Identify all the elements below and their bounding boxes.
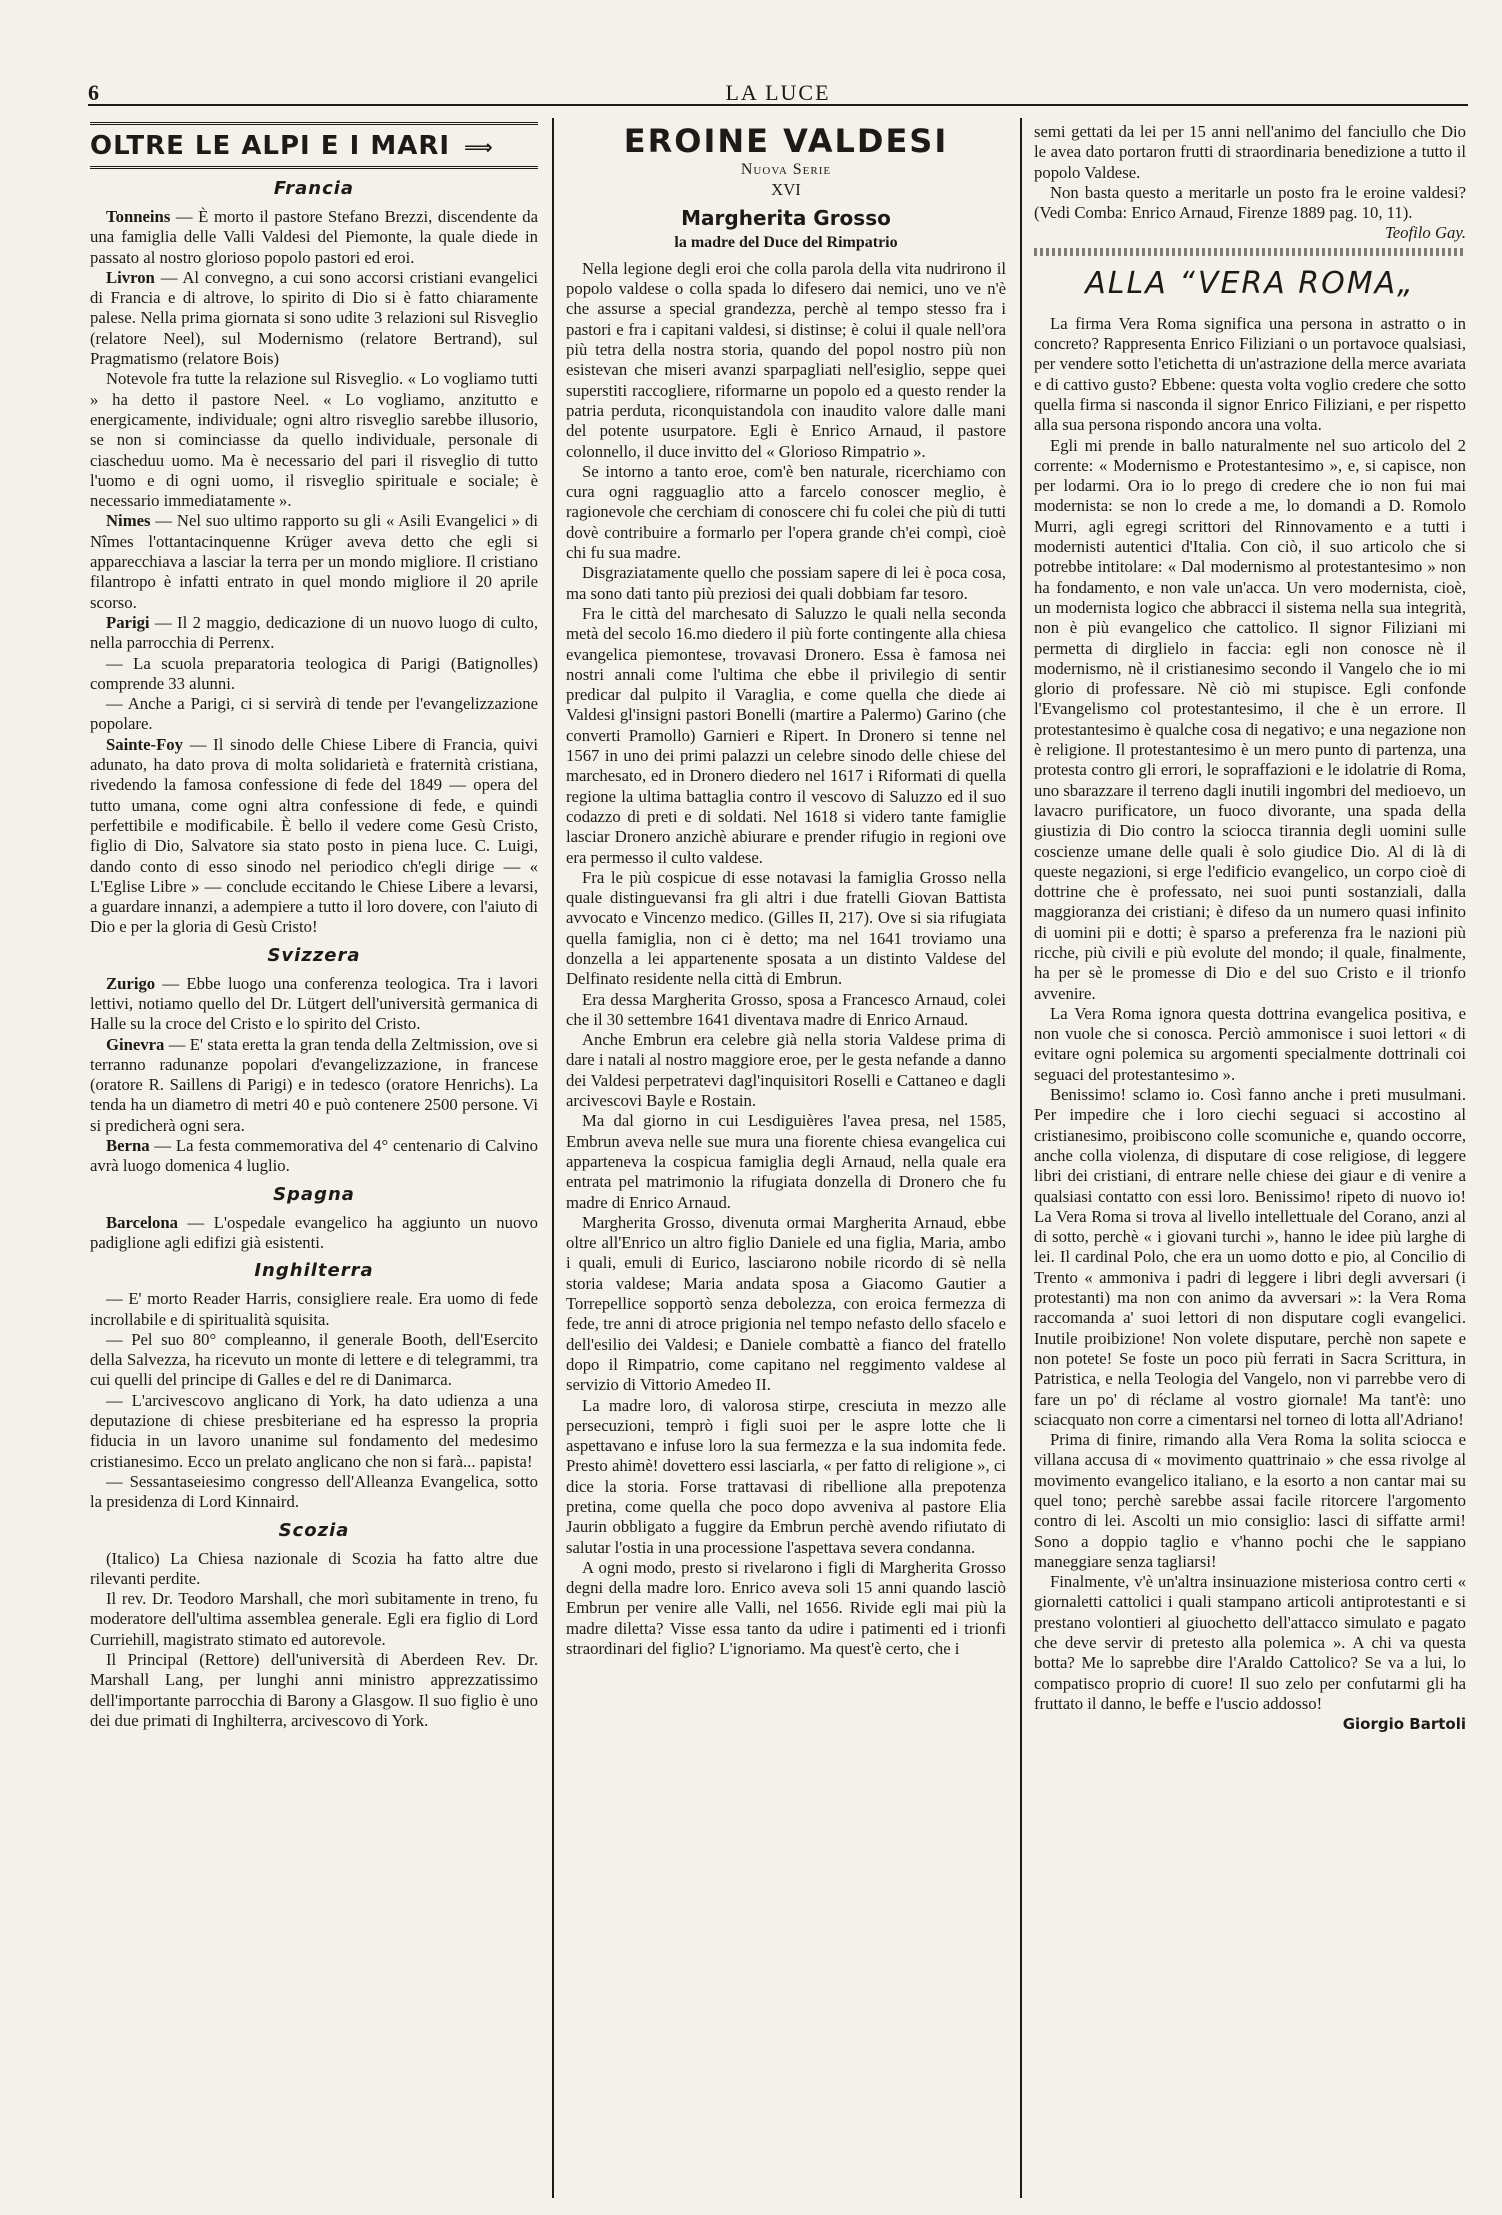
column-divider-1 <box>552 118 554 2198</box>
article-paragraph: A ogni modo, presto si rivelarono i figli di Margherita Grosso degni della madre loro. Enrico aveva soli 15 anni quando lasciò Embrun per venire alle Valli, nel 1656. Rivide egli mai più la madre diletta? Visse essa tanto da udire i patimenti ed i trionfi straordinari del figlio? L'ignoriamo. Ma quest'è certo, che i <box>566 1557 1006 1659</box>
place-name: Sainte-Foy <box>106 734 183 754</box>
column-vera-roma <box>1034 122 1466 2192</box>
article-paragraph: Fra le città del marchesato di Saluzzo le quali nella seconda metà del secolo 16.mo diedero il più forte contingente alla chiesa evangelica piemontese, trovavasi Dronero. Essa è famosa nei nostri annali come l'ultima che ebbe il privilegio di sentir predicar dal pulpito il Varaglia, e come quella che diede ai Valdesi gl'insigni pastori Bonelli (martire a Palermo) Garino (che converti Pramollo) Garnieri e Ripert. In Dronero si tenne nel 1567 in uno dei primi palazzi un celebre sinodo delle chiese del marchesato, ed in Dronero diedero nel 1617 i Riformati di quella regione la ultima battaglia contro il vescovo di Saluzzo ed il suo codazzo di preti e di soldati. Nel 1618 si videro tante famiglie lasciar Dronero anzichè abiurare e prender rifugio in regioni ove era permesso il culto valdese. <box>566 603 1006 867</box>
news-item <box>90 735 538 938</box>
article-paragraph: Se intorno a tanto eroe, com'è ben naturale, ricerchiamo con cura ogni ragguaglio atto a farcelo conoscer meglio, è ragionevole che cerchiam di conoscere chi fu colei che più di tutti dovè contribuire a formarlo per l'opera grande ch'ei compì, cioè chi fu sua madre. <box>566 461 1006 563</box>
column-oltre-le-alpi <box>90 122 538 2192</box>
article-paragraph: Egli mi prende in ballo naturalmente nel suo articolo del 2 corrente: « Modernismo e Protestantesimo », e, si capisce, non per lodarmi. Ora io lo prego di credere che io non fui mai modernista: se non lo crede a me, lo domandi a D. Romolo Murri, agli egregi scrittori del Rinnovamento e a tutti i modernisti autentici d'Italia. Con ciò, il suo articolo che si potrebbe intitolare: « Dal modernismo al protestantesimo » non ha fondamento, e non vale un'acca. Un vero modernista, cioè, un modernista logico che abbracci il sistema nella sua integrità, non è più evangelico che cattolico. Il signor Filiziani mi permetta di dirglielo in faccia: egli non conosce nè il modernismo, nè il cristianesimo secondo il Vangelo che io mi glorio di professare. Nè ciò mi stupisce. Egli confonde l'Evangelismo col protestantesimo, il che è un errore. Il protestantesimo è qualche cosa di negativo; e una negazione non è religione. Il protestantesimo è un mero punto di partenza, una protesta contro gli errori, le sopraffazioni e le idolatrie di Roma, uno sbarazzare il terreno dagli inutili ingombri del medioevo, un lavacro purificatore, un fuoco divorante, una spada della giustizia di Dio contro la sciocca tirannia degli uomini sulle coscienze umane delle quali è solo giudice Dio. Al di là di queste negazioni, si erge l'edificio evangelico, un corpo cioè di dottrine che è professato, nei suoi punti sostanziali, dalla maggioranza dei cristiani; è difeso da un numero quasi infinito di uomini pii e dotti; è sparso a preferenza fra le nazioni più ricche, più civili e più evolute del mondo; il quale, finalmente, ha per sè le promesse di Dio e del suo Cristo e il trionfo avvenire. <box>1034 435 1466 1003</box>
place-name: Livron <box>106 267 155 287</box>
news-text: — Anche a Parigi, ci si servirà di tende per l'evangelizzazione popolare. <box>90 694 538 734</box>
header-rule <box>88 104 1468 106</box>
section-title-text: OLTRE LE ALPI E I MARI <box>90 131 451 161</box>
news-text: — Il sinodo delle Chiese Libere di Francia, quivi adunato, ha dato prova di molta solidarietà e fraternità cristiana, rivedendo la famosa confessione di fede del 1849 — opera del tutto umana, come ogni altra confessione di fede, e quindi perfettibile e modificabile. È bello il vedere come Gesù Cristo, figlio di Dio, Salvatore sia stato posto in piena luce. C. Luigi, dando conto di esso sinodo nel periodico ch'egli dirige — « L'Eglise Libre » — conclude eccitando le Chiese Libere a levarsi, a guardare innanzi, a adempiere a tutto il loro dovere, con l'aiuto di Dio e per la gloria di Gesù Cristo! <box>90 734 538 937</box>
article-subtitle: la madre del Duce del Rimpatrio <box>674 233 898 251</box>
article-paragraph: La Vera Roma ignora questa dottrina evangelica positiva, e non vuole che si conosca. Perciò ammonisce i suoi lettori « di evitare ogni polemica su argomenti specialmente dottrinali coi seguaci del protestantesimo ». <box>1034 1003 1466 1084</box>
heading-spagna: Spagna <box>273 1183 355 1205</box>
news-item <box>90 613 538 654</box>
article-paragraph: La madre loro, di valorosa stirpe, cresciuta in mezzo alle persecuzioni, temprò i figli suoi per le aspre lotte che li aspettavano e infuse loro la sua fermezza e la sua indomita fede. Presto ahimè! dovettero essi lasciarla, « per fatto di religione », ci dice la storia. Forse trattavasi di ribellione alla prepotenza pretina, come quella che poco dopo avveniva al pastore Elia Jaurin obbligato a fuggire da Embrun perchè avendo rifiutato di salutar l'ostia in una processione l'aspettava severa condanna. <box>566 1395 1006 1557</box>
place-name: Ginevra <box>106 1034 165 1054</box>
place-name: Zurigo <box>106 973 156 993</box>
article-subject-name: Margherita Grosso <box>681 205 891 230</box>
news-item <box>90 1213 538 1254</box>
article-paragraph: La firma Vera Roma significa una persona in astratto o in concreto? Rappresenta Enrico Filiziani o un portavoce qualsiasi, per vendere sotto l'etichetta di un'astrazione della merce avariata e di cattivo gusto? Ebbene: questa volta voglio credere che sotto quella firma si nasconda il signor Enrico Filiziani, e per rispetto alla sua persona rispondo ancora una volta. <box>1034 313 1466 435</box>
newspaper-title: LA LUCE <box>725 80 831 105</box>
heading-inghilterra: Inghilterra <box>254 1260 374 1282</box>
news-text: — E' stata eretta la gran tenda della Zeltmission, ove si terranno radunanze popolari d'evangelizzazione, in francese (oratore R. Saillens di Parigi) e in tedesco (oratore Henrichs). La tenda ha un diametro di metri 40 e può contenere 2500 persone. Vi si predicherà ogni sera. <box>90 1034 538 1135</box>
pointing-hand-icon: ⟹ <box>464 135 494 159</box>
series-number: XVI <box>771 180 801 200</box>
article-paragraph: Margherita Grosso, divenuta ormai Margherita Arnaud, ebbe oltre all'Enrico un altro figlio Daniele ed una figlia, Maria, ambo i quali, emuli di Eurico, lasciarono nobile ricordo di sè nella storia valdese; Maria andata sposa a Giacomo Gautier a Torrepellice sopportò senza debolezza, con eroica fermezza di fede, tre anni di atroce prigionia nel tempo nefasto dello sfacelo e dell'esilio dei Valdesi; e Daniele combattè a fianco del fratello dopo il Rimpatrio, come capitano nel reggimento valdese al servizio di Vittorio Amedeo II. <box>566 1212 1006 1395</box>
news-item <box>90 1136 538 1177</box>
news-text: — La festa commemorativa del 4° centenario di Calvino avrà luogo domenica 4 luglio. <box>90 1136 538 1176</box>
article-paragraph: Finalmente, v'è un'altra insinuazione misteriosa contro certi « giornaletti cattolici i quali stampano articoli antiprotestanti e si prestano volontieri al giuochetto dell'attacco simulato e pagato che deve servir di pretesto alla polemica ». A chi va questa botta? Me lo saprebbe dire l'Araldo Cattolico? Se va a lui, lo compatisco proprio di cuore! Il suo zelo per confutarmi gli ha fruttato il danno, le beffe e l'uscio addosso! <box>1034 1572 1466 1713</box>
article-title-vera-roma: ALLA “VERA ROMA„ <box>1085 265 1415 301</box>
page-number: 6 <box>88 80 99 105</box>
article-continuation: Non basta questo a meritarle un posto fra le eroine valdesi? (Vedi Comba: Enrico Arnaud, Firenze 1889 pag. 10, 11). <box>1034 182 1466 223</box>
news-text: — Ebbe luogo una conferenza teologica. Tra i lavori lettivi, notiamo quello del Dr. Lütgert dell'università germanica di Halle su la croce del Cristo e lo spirito del Cristo. <box>90 973 538 1034</box>
article-paragraph: Prima di finire, rimando alla Vera Roma la solita sciocca e villana accusa di « movimento quattrinaio » che essa rivolge al movimento evangelico italiano, e la esorto a non cantar mai su quel tono; perchè sarebbe assai facile ritorcere l'argomento contro di lei. Ascolti un mio consiglio: lasci di siffatte armi! Sono a doppio taglio e v'hanno pochi che le sappiano maneggiare senza tagliarsi! <box>1034 1430 1466 1571</box>
article-paragraph: Anche Embrun era celebre già nella storia Valdese prima di dare i natali al nostro maggiore eroe, per le gesta nefande a danno dei Valdesi perpetratevi dagl'inquisitori Roselli e Cattaneo e dagli arcivescovi Bayle e Rostain. <box>566 1030 1006 1111</box>
article-paragraph: Nella legione degli eroi che colla parola della vita nudrirono il popolo valdese o colla spada lo difesero dai nemici, uno ve n'è che assurse a special grandezza, perchè al tempo stesso fra i pastori e fra i capitani valdesi, si distinse; è colui il quale nell'ora più tetra della nostra storia, quando del popol nostro più non esistevan che miseri avanzi sparpagliati nell'esiglio, seppe quei superstiti raccogliere, riformarne un popolo ed a questo render la patria perduta, riconquistandola con inaudito valore dalle mani del potente usurpatore. Egli è Enrico Arnaud, il pastore colonnello, il duce invitto del « Glorioso Rimpatrio ». <box>566 258 1006 461</box>
news-text: — Pel suo 80° compleanno, il generale Booth, dell'Esercito della Salvezza, ha ricevuto un monte di lettere e di telegrammi, tra cui quelli del principe di Galles e del re di Danimarca. <box>90 1329 538 1390</box>
news-item <box>90 511 538 612</box>
article-paragraph: Disgraziatamente quello che possiam sapere di lei è poca cosa, ma sono dati tanto più preziosi dei quali dobbiam far tesoro. <box>566 563 1006 603</box>
news-text: — Il 2 maggio, dedicazione di un nuovo luogo di culto, nella parrocchia di Perrenx. <box>90 612 538 653</box>
heading-francia: Francia <box>273 178 355 199</box>
news-item <box>90 207 538 268</box>
article-paragraph: Era dessa Margherita Grosso, sposa a Francesco Arnaud, colei che il 30 settembre 1641 diventava madre di Enrico Arnaud. <box>566 989 1006 1029</box>
wavy-divider <box>1034 248 1466 256</box>
column-divider-2 <box>1020 118 1022 2198</box>
article-title: EROINE VALDESI <box>623 122 949 160</box>
section-title-oltre <box>90 122 538 169</box>
news-text: (Italico) La Chiesa nazionale di Scozia ha fatto altre due rilevanti perdite. <box>90 1548 538 1588</box>
column-eroine-valdesi <box>566 122 1006 2192</box>
news-text: — Nel suo ultimo rapporto su gli « Asili Evangelici » di Nîmes l'ottantacinquenne Krüger aveva detto che egli si apparecchiava a lasciar la terra per un mondo migliore. Il cristiano filantropo è infatti entrato in quel mondo migliore il 20 aprile scorso. <box>90 511 538 612</box>
news-text: Notevole fra tutte la relazione sul Risveglio. « Lo vogliamo tutti » ha detto il pastore Neel. « Lo vogliamo, anzitutto e energicamente, individuale; ogni altro risveglio sarebbe illusorio, se non si cominciasse da quello individuale, personale di ciascheduu uomo. Ma è necessario del pari il risveglio di tutto l'uomo e di ogni uomo, il risveglio spirituale e sociale; è necessario immediatamente ». <box>90 369 538 511</box>
signature-giorgio-bartoli: Giorgio Bartoli <box>1342 1715 1466 1734</box>
article-paragraph: Benissimo! sclamo io. Così fanno anche i preti musulmani. Per impedire che i loro ciechi seguaci si accostino al cristianesimo, proibiscono colle scomuniche e, quando occorre, anche colla violenza, di disputare di cose religiose, di leggere libri dei cristiani, di entrare nelle chiese dei giaur e di venire a qualsiasi contatto con essi loro. Benissimo! ripeto di nuovo io! La Vera Roma si trova al livello intellettuale del Corano, anzi al di sotto, perchè « i giovani turchi », hanno le idee più larghe di lei. Il cardinal Polo, che era un uomo dotto e pio, al Concilio di Trento « ammoniva i padri di leggere i libri degli avversari (i protestanti) ma non con animo da avversari »: la Vera Roma raccomanda a' suoi lettori di non disputare cogli evangelici. Inutile proibizione! Non volete disputare, perchè non sapete e non potete! Se foste un poco più ferrati in Sacra Scrittura, in Patristica, e nella Teologia del Vangelo, non vi parrebbe vero di fare un po' di réclame al vostro giornale! Ma tant'è: uno sciacquato non corre a cimentarsi nel torneo di lotta all'Adriano! <box>1034 1085 1466 1429</box>
page-header <box>88 78 1468 106</box>
place-name: Tonneins <box>106 207 171 226</box>
article-paragraph: Ma dal giorno in cui Lesdiguières l'avea presa, nel 1585, Embrun aveva nelle sue mura una fiorente chiesa evangelica cui apparteneva la cospicua famiglia degli Arnaud, nella quale era entrata pel matrimonio la rifugiata donzella di Dronero che fu madre di Enrico Arnaud. <box>566 1111 1006 1212</box>
news-text: — La scuola preparatoria teologica di Parigi (Batignolles) comprende 33 alunni. <box>90 653 538 693</box>
news-text: — L'ospedale evangelico ha aggiunto un nuovo padiglione agli edifizi già esistenti. <box>90 1212 538 1252</box>
news-text: Il Principal (Rettore) dell'università di Aberdeen Rev. Dr. Marshall Lang, per lunghi anni ministro apprezzatissimo dell'importante parrocchia di Barony a Glasgow. Il suo figlio è uno dei due primati di Inghilterra, arcivescovo di York. <box>90 1650 538 1730</box>
heading-scozia: Scozia <box>278 1519 350 1541</box>
news-item <box>90 268 538 369</box>
news-item <box>90 1035 538 1136</box>
place-name: Berna <box>106 1136 150 1156</box>
place-name: Barcelona <box>106 1212 178 1232</box>
news-text: — Al convegno, a cui sono accorsi cristiani evangelici di Francia e di altrove, lo spirito di Dio si è fatto chiaramente palese. Nella prima giornata si sono udite 3 relazioni sul Risveglio (relatore Neel), sul Modernismo (relatore Bertrand), sul Pragmatismo (relatore Bois) <box>90 267 538 369</box>
heading-svizzera: Svizzera <box>267 944 361 966</box>
place-name: Nimes <box>106 511 151 531</box>
news-item <box>90 974 538 1035</box>
article-continuation: semi gettati da lei per 15 anni nell'animo del fanciullo che Dio le avea dato portaron frutti di straordinaria benedizione a tutto il popolo Valdese. <box>1034 122 1466 182</box>
signature-teofilo-gay: Teofilo Gay. <box>1385 223 1466 243</box>
place-name: Parigi <box>106 612 150 632</box>
article-paragraph: Fra le più cospicue di esse notavasi la famiglia Grosso nella quale distinguevansi fra gli altri i due fratelli Giovan Battista avvocato e Vincenzo medico. (Gilles II, 217). Ove si sia rifugiata quella famiglia, non ci è detto; ma nel 1641 troviamo una donzella a lei appartenente sposata a un distinto Valdese del Delfinato residente nella città di Embrun. <box>566 867 1006 989</box>
news-text: Il rev. Dr. Teodoro Marshall, che morì subitamente in treno, fu moderatore dell'ultima assemblea generale. Egli era figlio di Lord Curriehill, magistrato stimato ed autorevole. <box>90 1589 538 1649</box>
news-text: — È morto il pastore Stefano Brezzi, discendente da una famiglia delle Valli Valdesi del Piemonte, la quale diede in passato al nostro glorioso popolo pastori ed eroi. <box>90 207 538 267</box>
news-text: — L'arcivescovo anglicano di York, ha dato udienza a una deputazione di chiese presbiteriane ed ha espresso la propria fiducia in un lavoro unanime sul fondamento del medesimo cristianesimo. Ecco un prelato anglicano che non si farà... papista! <box>90 1390 538 1471</box>
series-label: Nuova Serie <box>740 161 832 178</box>
news-text: — Sessantaseiesimo congresso dell'Alleanza Evangelica, sotto la presidenza di Lord Kinnaird. <box>90 1471 538 1512</box>
news-text: — E' morto Reader Harris, consigliere reale. Era uomo di fede incrollabile e di spiritualità squisita. <box>90 1289 538 1329</box>
